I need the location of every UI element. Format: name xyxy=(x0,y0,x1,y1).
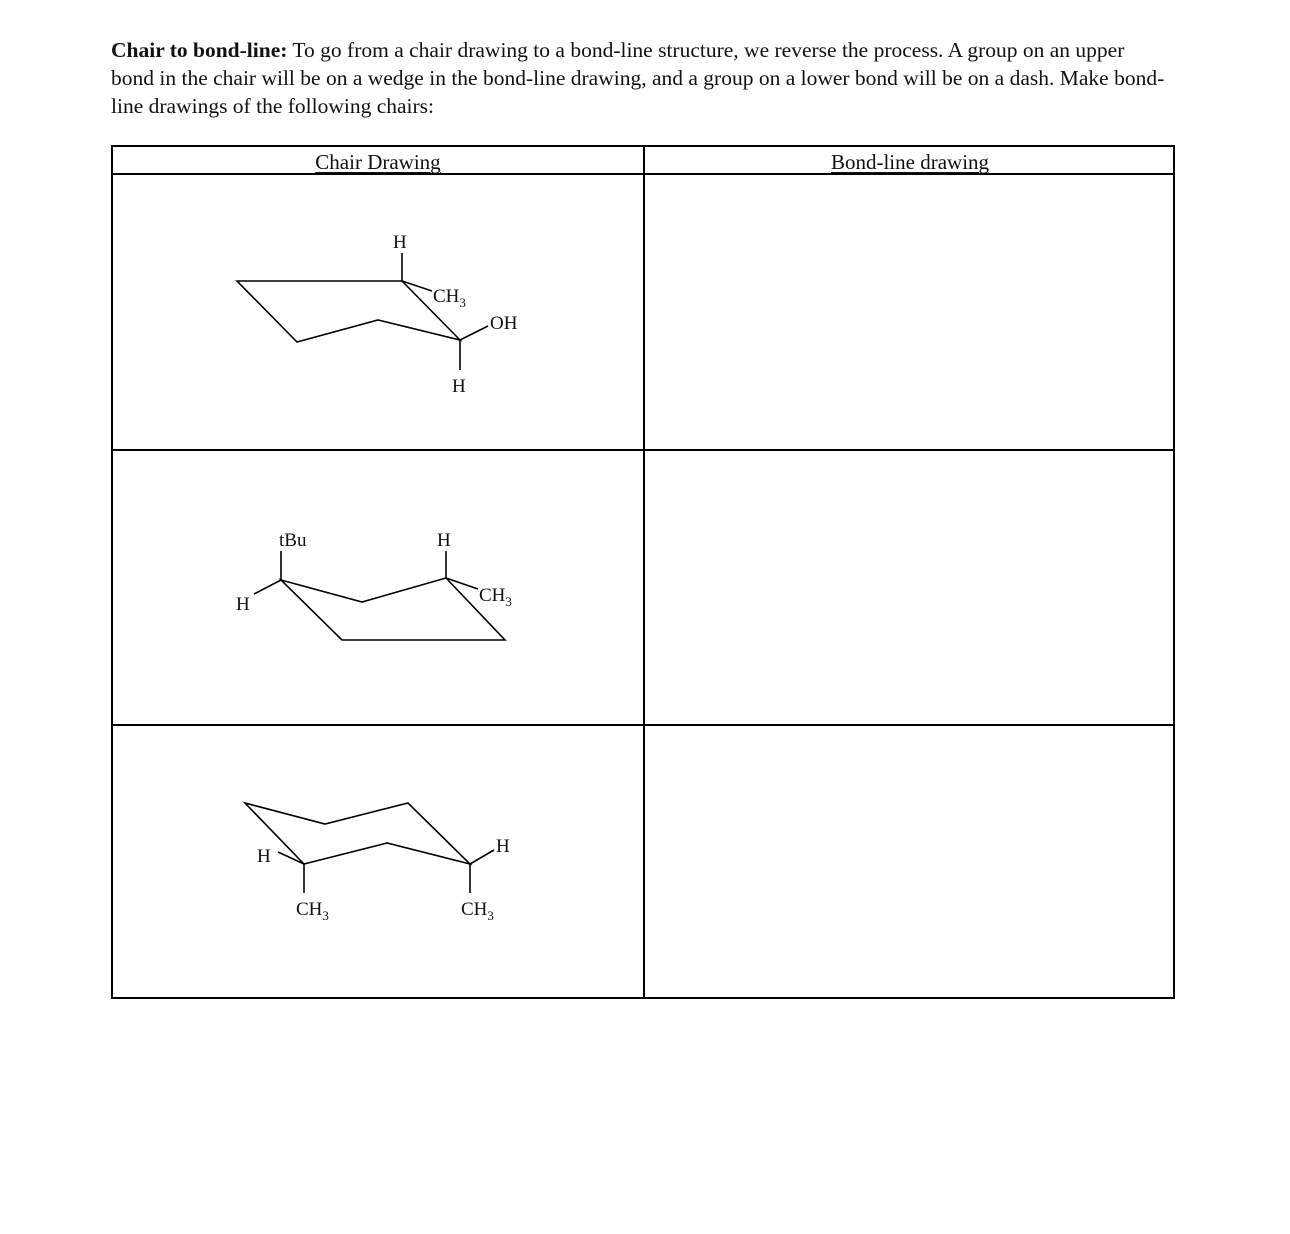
chair-3-label-ch3-right: $CH_3$ xyxy=(461,899,494,923)
chair-1-label-h-top: H xyxy=(393,232,407,253)
instructions-paragraph xyxy=(111,36,1171,120)
answer-cell-3[interactable] xyxy=(645,726,1175,999)
chair-3-label-h-right: H xyxy=(496,836,510,857)
chair-2-label-h-top: H xyxy=(437,530,451,551)
chair-1-label-oh: OH xyxy=(490,313,518,334)
answer-cell-2[interactable] xyxy=(645,451,1175,724)
instructions-body: To go from a chair drawing to a bond-line structure, we reverse the process. A group on an upper bond in the chair will be on a wedge in the bond-line drawing, and a group on a lower bond will be on a dash. Make bond-line drawings of the following chairs: xyxy=(111,38,1165,118)
chair-2-label-ch3: $CH_3$ xyxy=(479,585,512,609)
chair-2-label-h-left: H xyxy=(236,594,250,615)
chair-1-label-ch3: $CH_3$ xyxy=(433,286,466,310)
chair-3-label-ch3-left: $CH_3$ xyxy=(296,899,329,923)
instructions-lead: Chair to bond-line: xyxy=(111,38,288,62)
answer-cell-1[interactable] xyxy=(645,175,1175,449)
chair-3-label-h-left: H xyxy=(257,846,271,867)
chair-2-label-tbu: tBu xyxy=(279,530,307,551)
chair-1-label-h-bottom: H xyxy=(452,376,466,397)
worksheet-table xyxy=(111,145,1175,999)
header-bond-line-drawing: Bond-line drawing xyxy=(830,150,990,174)
header-chair-drawing: Chair Drawing xyxy=(315,150,441,174)
